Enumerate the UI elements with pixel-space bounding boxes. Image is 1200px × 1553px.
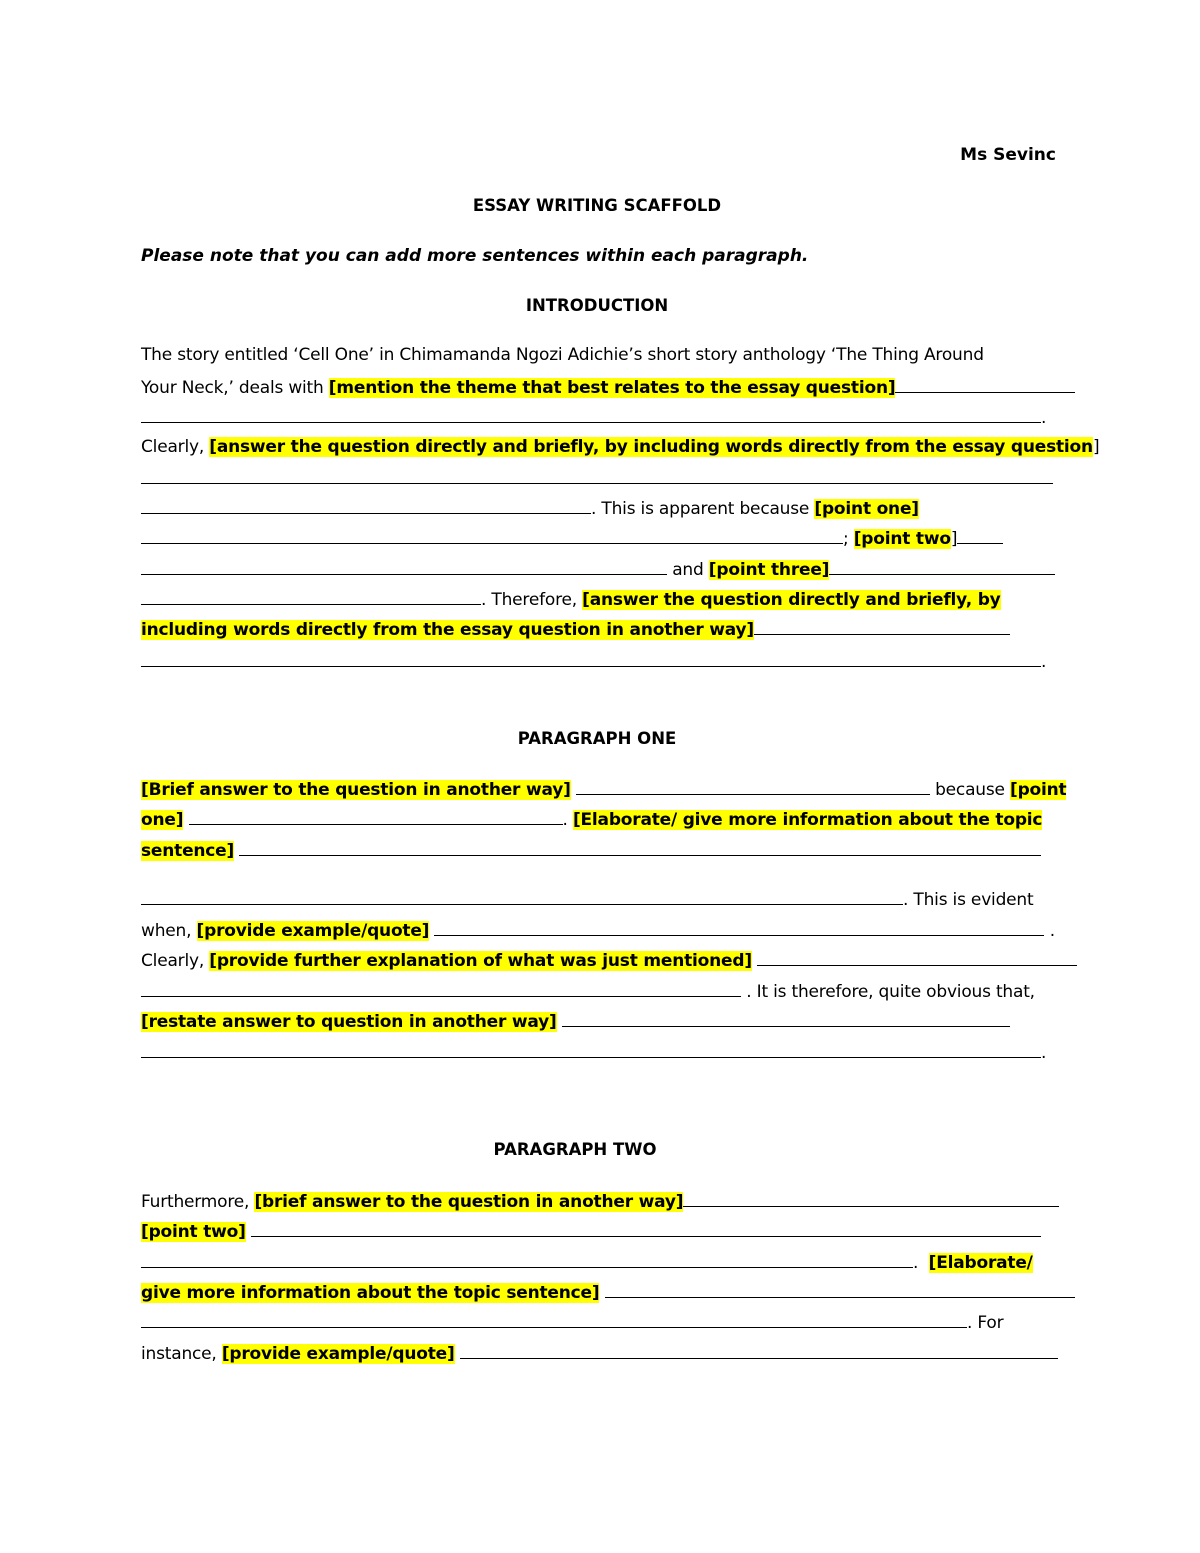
intro-line-9 [141,583,1053,613]
answer-blank[interactable] [605,1276,1075,1298]
answer-blank[interactable] [141,583,481,605]
p1-line-2 [141,803,1053,833]
answer-blank[interactable] [434,914,1044,936]
further-explanation-prompt: [provide further explanation of what was just mentioned] [209,951,752,971]
period: . [1041,408,1047,428]
answer-blank[interactable] [141,975,741,997]
brief-answer-prompt: [brief answer to the question in another way] [254,1192,684,1212]
elaborate-prompt: [Elaborate/ give more information about the topic [572,810,1043,830]
p1-line-5 [141,914,1053,944]
answer-blank[interactable] [576,773,930,795]
author-name: Ms Sevinc [960,145,1056,165]
theme-prompt: [mention the theme that best relates to the essay question] [328,378,896,398]
intro-line-1 [141,340,1053,370]
point-three-prompt: [point three] [708,560,830,580]
p1-text: . It is therefore, quite obvious that, [746,982,1035,1002]
point-one-prompt: one] [141,810,184,830]
bracket: ] [1092,437,1100,457]
answer-blank[interactable] [957,522,1003,544]
example-prompt: [provide example/quote] [221,1344,455,1364]
answer-again-prompt: [answer the question directly and briefly, by [582,590,1001,610]
intro-text: and [667,560,709,580]
intro-line-3 [141,401,1053,431]
answer-blank[interactable] [141,492,591,514]
restate-prompt: [restate answer to question in another way] [141,1012,557,1032]
p2-line-3 [141,1246,1053,1276]
p1-line-3 [141,834,1053,864]
p1-line-4 [141,883,1053,913]
intro-line-11 [141,645,1053,675]
p2-text: instance, [141,1344,222,1364]
answer-blank[interactable] [141,1246,913,1268]
answer-blank[interactable] [141,1036,1041,1058]
intro-line-10 [141,613,1053,643]
point-two-prompt: [point two] [141,1222,246,1242]
answer-blank[interactable] [141,1306,967,1328]
intro-line-5 [141,462,1053,492]
answer-blank[interactable] [460,1337,1058,1359]
intro-line-6 [141,492,1053,522]
period: . [1041,652,1047,672]
document-title: ESSAY WRITING SCAFFOLD [472,196,722,215]
answer-blank[interactable] [683,1185,1059,1207]
answer-blank[interactable] [251,1215,1041,1237]
p1-text: Clearly, [141,951,210,971]
answer-blank[interactable] [239,834,1041,856]
period: . [913,1253,919,1273]
answer-blank[interactable] [754,613,1010,635]
elaborate-prompt: [Elaborate/ [928,1253,1033,1273]
p2-line-2 [141,1215,1053,1245]
p1-line-8 [141,1005,1053,1035]
p1-line-6 [141,944,1053,974]
answer-blank[interactable] [757,944,1077,966]
answer-blank[interactable] [141,522,843,544]
p2-line-6 [141,1337,1053,1367]
point-one-prompt: [point one] [814,499,919,519]
answer-blank[interactable] [141,401,1041,423]
intro-text: . Therefore, [481,590,583,610]
answer-blank[interactable] [141,462,1053,484]
intro-line-4 [141,432,1100,462]
paragraph-two-heading: PARAGRAPH TWO [493,1140,657,1159]
point-two-prompt: [point two [853,529,951,549]
p1-text: because [929,780,1010,800]
p1-text: . This is evident [903,890,1034,910]
period: . [1049,921,1055,941]
period: . [562,810,568,830]
answer-blank[interactable] [895,371,1075,393]
period: . [1041,1043,1047,1063]
paragraph-one-heading: PARAGRAPH ONE [517,729,677,748]
answer-blank[interactable] [141,645,1041,667]
answer-blank[interactable] [189,803,563,825]
p2-line-5 [141,1306,1053,1336]
intro-line-7 [141,522,1053,552]
example-prompt: [provide example/quote] [196,921,430,941]
intro-line-2 [141,371,1053,401]
answer-blank[interactable] [141,553,667,575]
intro-text: The story entitled ‘Cell One’ in Chimamanda Ngozi Adichie’s short story anthology ‘The Thing Around [141,345,984,365]
p2-text: Furthermore, [141,1192,255,1212]
bracket: ] [950,529,958,549]
intro-text: Clearly, [141,437,210,457]
p2-line-4 [141,1276,1053,1306]
p2-line-1 [141,1185,1053,1215]
p1-line-9 [141,1036,1053,1066]
point-one-prompt: [point [1010,780,1067,800]
p1-line-1 [141,773,1067,803]
answer-again-prompt: including words directly from the essay question in another way] [141,620,754,640]
p2-text: . For [967,1313,1004,1333]
p1-line-7 [141,975,1053,1005]
answer-blank[interactable] [829,553,1055,575]
elaborate-prompt: give more information about the topic sentence] [141,1283,600,1303]
answer-prompt: [answer the question directly and briefly, by including words directly from the essay question [209,437,1093,457]
intro-text: Your Neck,’ deals with [141,378,329,398]
introduction-heading: INTRODUCTION [525,296,669,315]
p1-text: when, [141,921,197,941]
elaborate-prompt: sentence] [141,841,235,861]
instruction-note: Please note that you can add more sentences within each paragraph. [141,246,809,266]
brief-answer-prompt: [Brief answer to the question in another way] [141,780,571,800]
answer-blank[interactable] [141,883,903,905]
intro-line-8 [141,553,1053,583]
answer-blank[interactable] [562,1005,1010,1027]
semicolon: ; [843,529,854,549]
intro-text: . This is apparent because [591,499,815,519]
